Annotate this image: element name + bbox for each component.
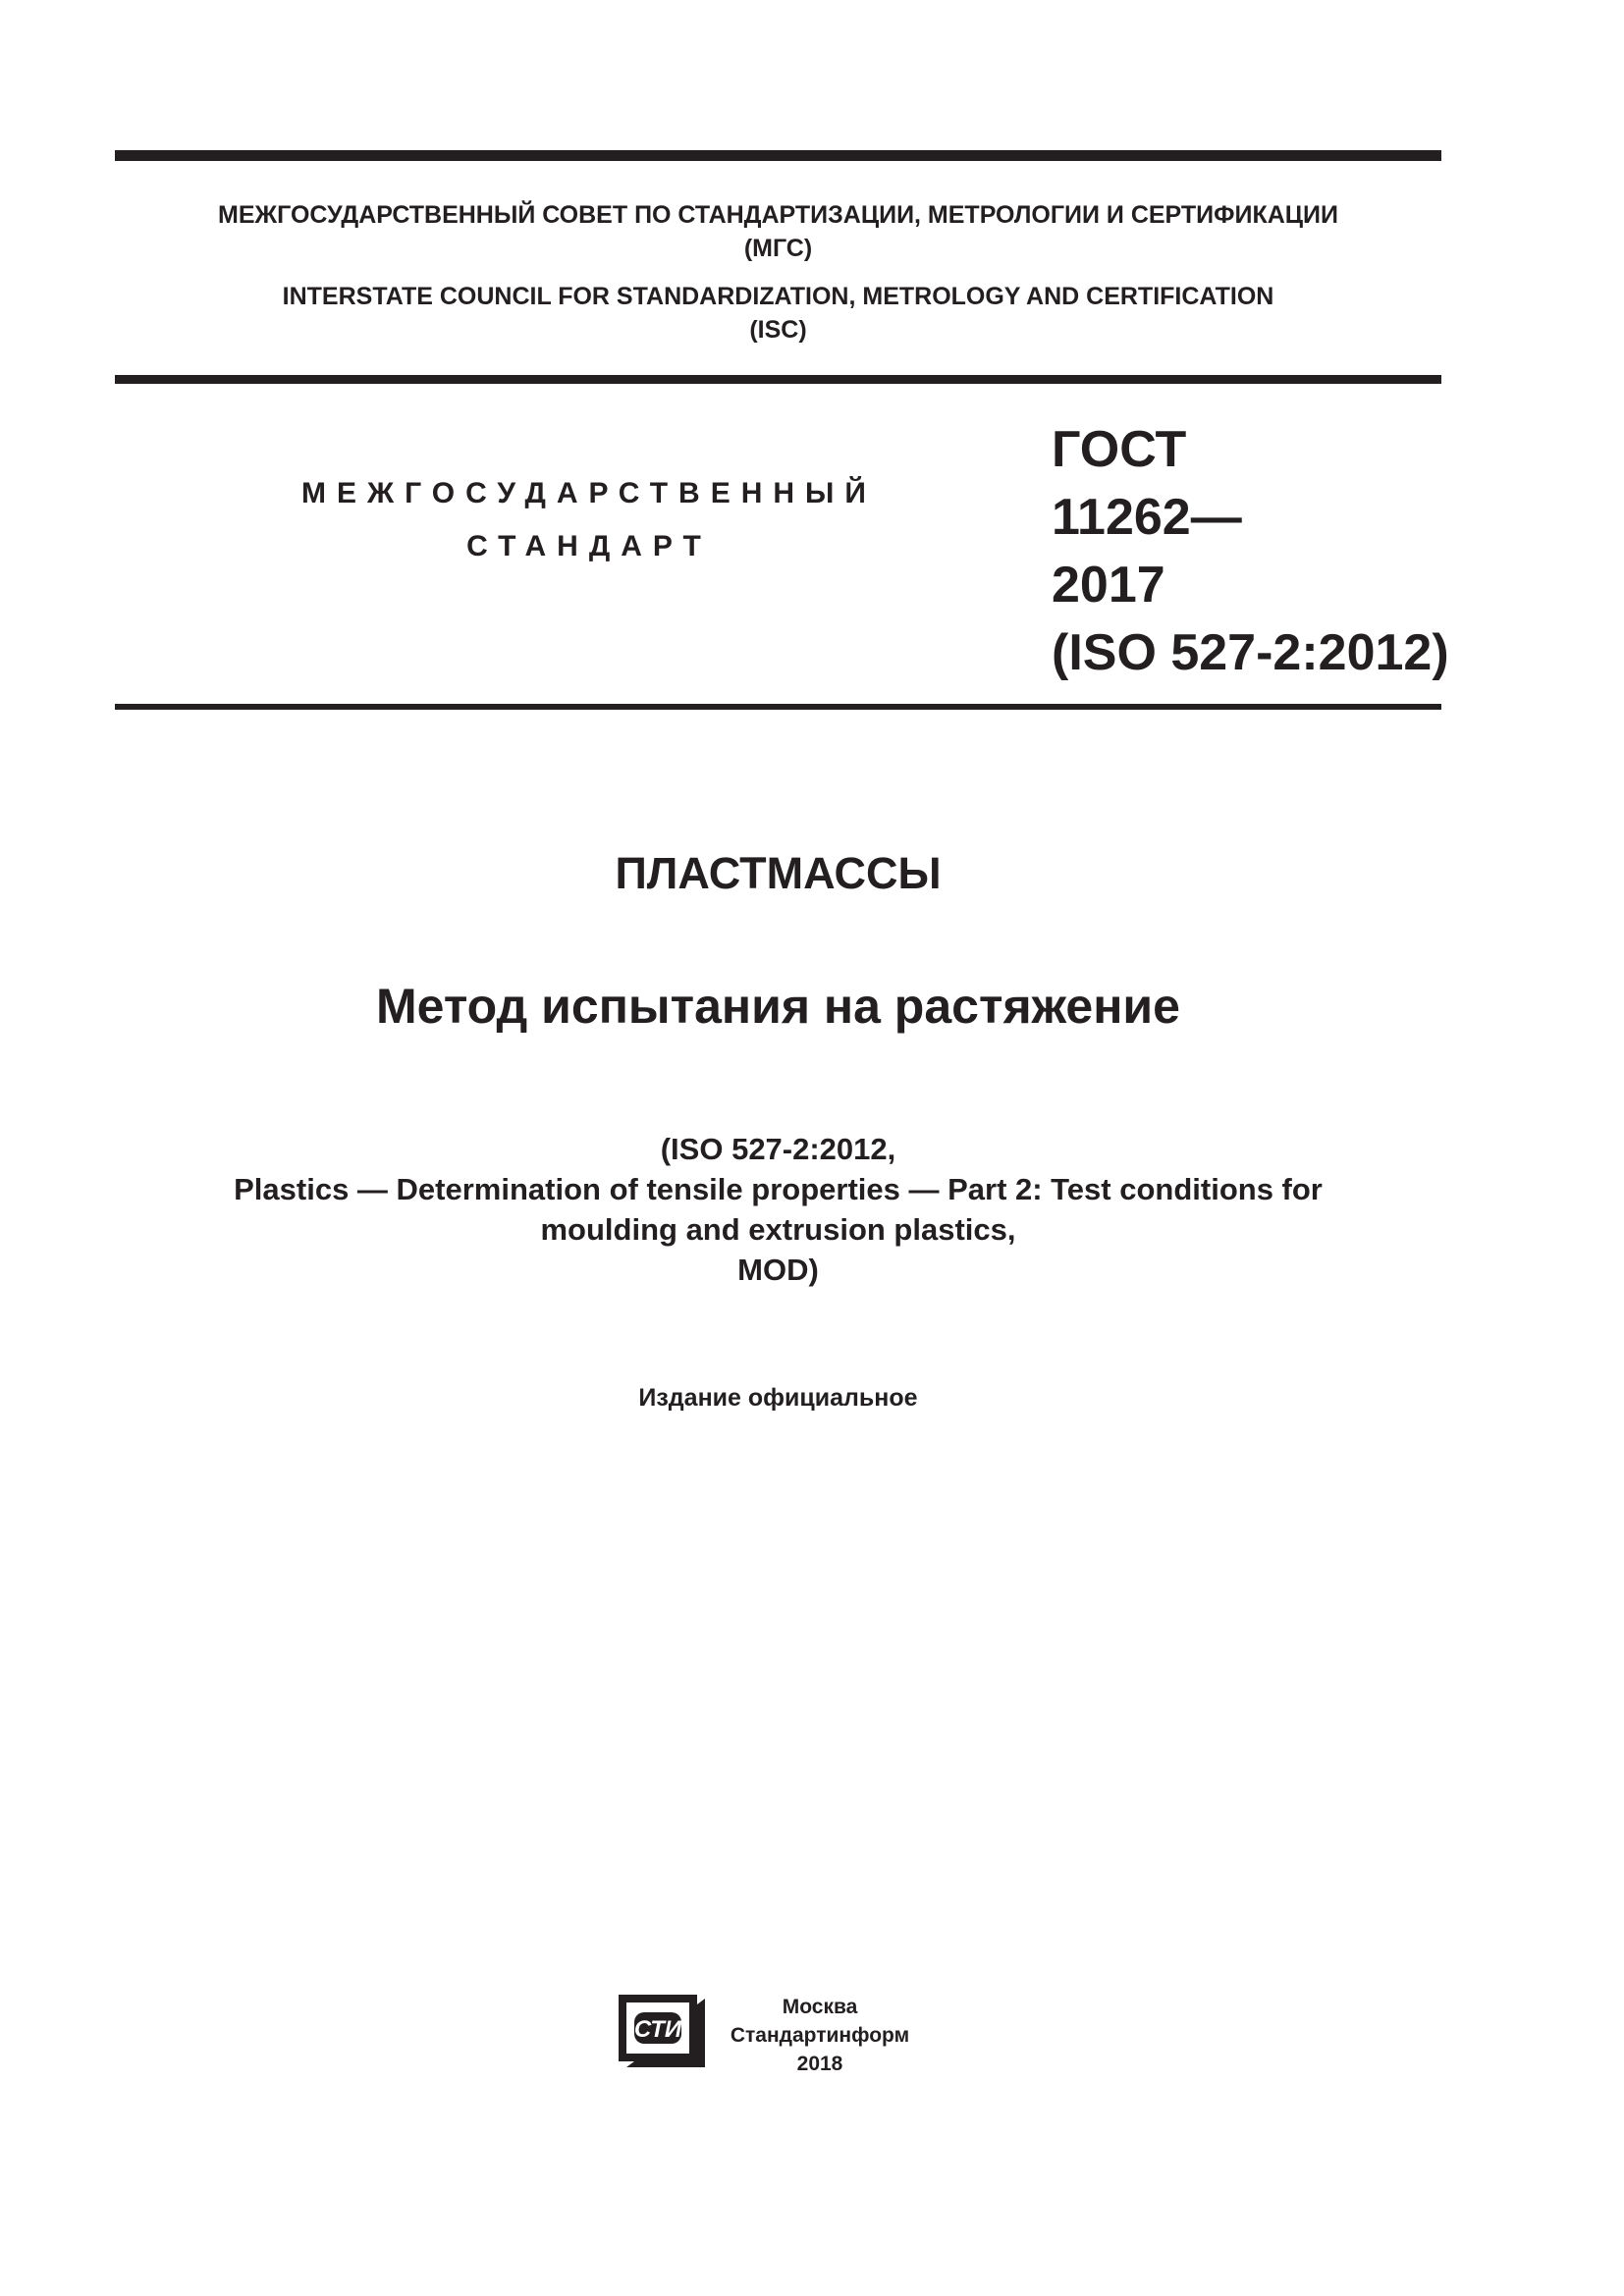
council-ru-abbr: (МГС) (743, 235, 813, 262)
original-ref-line4: MOD) (737, 1253, 819, 1287)
council-ru (115, 198, 1441, 265)
document-title: ПЛАСТМАССЫ (615, 848, 942, 898)
bottom-rule (115, 704, 1441, 710)
svg-text:СТИ: СТИ (633, 2016, 682, 2043)
council-en-line1: INTERSTATE COUNCIL FOR STANDARDIZATION, METROLOGY AND CERTIFICATION (282, 283, 1274, 310)
original-standard-reference (115, 1129, 1441, 1290)
gost-label: ГОСТ (1052, 421, 1187, 478)
publisher-name: Стандартинформ (730, 2024, 910, 2047)
original-ref-line3: moulding and extrusion plastics, (540, 1212, 1016, 1247)
standard-kind (226, 467, 952, 573)
standard-kind-line2: СТАНДАРТ (466, 530, 712, 562)
gost-designation (1052, 416, 1449, 687)
council-ru-line1: МЕЖГОСУДАРСТВЕННЫЙ СОВЕТ ПО СТАНДАРТИЗАЦИИ, МЕТРОЛОГИИ И СЕРТИФИКАЦИИ (218, 201, 1338, 229)
middle-rule (115, 375, 1441, 384)
top-rule (115, 150, 1441, 161)
document-subtitle: Метод испытания на растяжение (376, 979, 1180, 1034)
council-en-abbr: (ISC) (749, 316, 807, 344)
original-ref-line2: Plastics — Determination of tensile properties — Part 2: Test conditions for (234, 1172, 1323, 1206)
standartinform-logo-icon (617, 1993, 707, 2067)
publisher-city: Москва (782, 1996, 858, 2018)
publisher-block (727, 1993, 913, 2078)
standard-kind-line1: МЕЖГОСУДАРСТВЕННЫЙ (301, 477, 877, 509)
publication-year: 2018 (796, 2053, 843, 2075)
original-ref-line1: (ISO 527-2:2012, (660, 1132, 896, 1166)
gost-iso-reference: (ISO 527-2:2012) (1052, 624, 1449, 681)
edition-note: Издание официальное (638, 1384, 918, 1412)
gost-number: 11262— (1052, 489, 1242, 546)
council-en (115, 280, 1441, 347)
gost-year: 2017 (1052, 557, 1165, 614)
